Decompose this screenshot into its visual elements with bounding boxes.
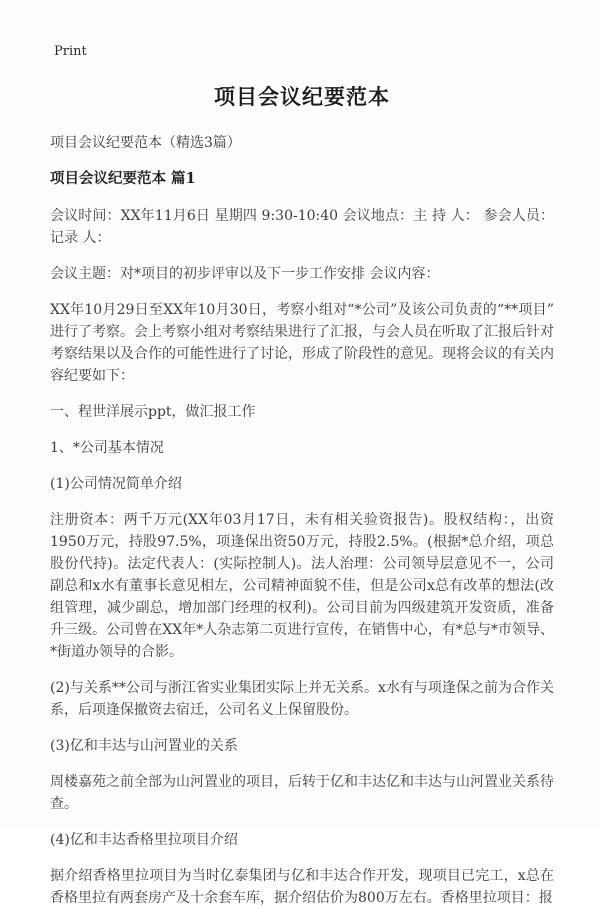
- section-heading-part1: 项目会议纪要范本 篇1: [50, 170, 196, 187]
- paragraph-sub3-shanhe-relation: (3)亿和丰达与山河置业的关系: [50, 738, 238, 754]
- paragraph-sub4-shangrila-intro: (4)亿和丰达香格里拉项目介绍: [50, 832, 238, 848]
- paragraph-registered-capital: 注册资本：两千万元(XX年03月17日，未有相关验资报告)。股权结构：，出资1950万元，持股97.5%，项逢保出资50万元，持股2.5%。(根据*总介绍，项总股份代持)。法定代表人：(实际控制人)。法人治理：公司领导层意见不一，公司副总和x水有董事长意见相左，公司精神面貌不佳，但是公司x总有改革的想法(改组管理，减少副总，增加部门经理的权利)。公司目前为四级建筑开发资质，准备升三级。公司曾在XX年*人杂志第二页进行宣传，在销售中心，有*总与*市领导、*街道办领导的合影。: [50, 512, 554, 660]
- document-subtitle: 项目会议纪要范本（精选3篇）: [50, 135, 241, 151]
- paragraph-zhoulou-project: 周楼嘉苑之前全部为山河置业的项目，后转于亿和丰达亿和丰达与山河置业关系待查。: [50, 774, 554, 812]
- paragraph-shangrila-detail: 据介绍香格里拉项目为当时亿泰集团与亿和丰达合作开发，现项目已完工，x总在香格里拉有两套房产及十余套车库，据介绍估价为800万左右。香格里拉项目：报: [50, 868, 554, 906]
- paragraph-meeting-topic: 会议主题：对*项目的初步评审以及下一步工作安排 会议内容：: [50, 266, 440, 282]
- paragraph-item-one-ppt: 一、程世洋展示ppt，做汇报工作: [50, 404, 256, 420]
- paragraph-sub2-relationship: (2)与关系**公司与浙江省实业集团实际上并无关系。x水有与项逢保之前为合作关系，后项逢保撤资去宿迁，公司名义上保留股份。: [50, 680, 554, 718]
- paragraph-company-basics: 1、*公司基本情况: [50, 440, 164, 456]
- print-link[interactable]: Print: [54, 44, 87, 59]
- paragraph-sub1-company-intro: (1)公司情况简单介绍: [50, 476, 182, 492]
- paragraph-intro: XX年10月29日至XX年10月30日，考察小组对“*公司”及该公司负责的“**项目”进行了考察。会上考察小组对考察结果进行了汇报，与会人员在听取了汇报后针对考察结果以及合作的可能性进行了讨论，形成了阶段性的意见。现将会议的有关内容纪要如下：: [50, 302, 554, 384]
- document-title: 项目会议纪要范本: [214, 84, 390, 109]
- paragraph-meeting-time: 会议时间：XX年11月6日 星期四 9:30-10:40 会议地点：主 持 人： 参会人员： 记录 人：: [50, 208, 554, 246]
